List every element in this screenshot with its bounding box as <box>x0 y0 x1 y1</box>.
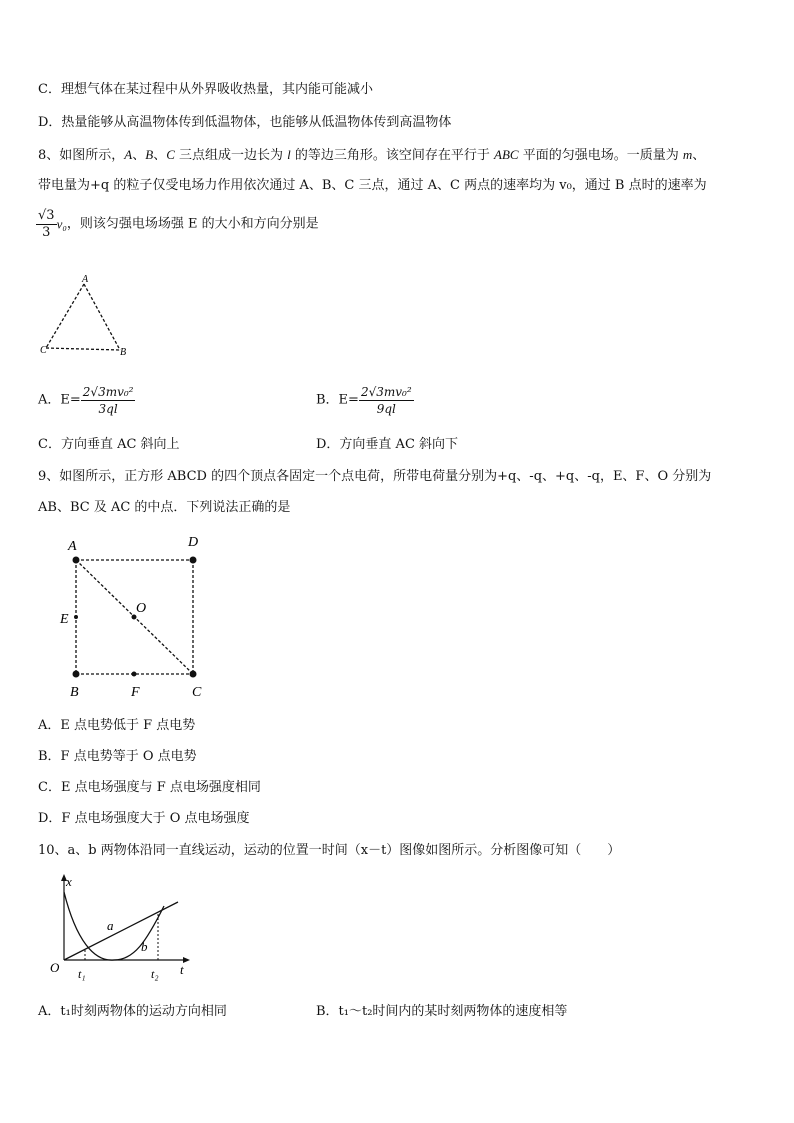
q7-option-d: D．热量能够从高温物体传到低温物体，也能够从低温物体传到高温物体 <box>38 115 452 130</box>
label-c: C <box>40 345 47 356</box>
label-d: D <box>188 535 199 550</box>
q9-option-d: D．F 点电场强度大于 O 点电场强度 <box>38 811 250 826</box>
q8-option-b: B．E= $\frac{\text{2√3mv₀²}}{9ql}$ <box>316 385 412 416</box>
label-a: a <box>107 918 114 933</box>
label-f: F <box>131 685 140 700</box>
label-a: A <box>68 539 77 554</box>
q10-stem: 10、a、b 两物体沿同一直线运动，运动的位置一时间（x－t）图像如图所示。分析图像可知（ ） <box>38 843 621 858</box>
label-e: E <box>60 612 69 627</box>
label-b: b <box>141 939 148 954</box>
q9-stem-line2: AB、BC 及 AC 的中点．下列说法正确的是 <box>38 500 291 515</box>
q7-option-c: C．理想气体在某过程中从外界吸收热量，其内能可能减小 <box>38 82 373 97</box>
q8-stem-line1: 8、如图所示，A、B、C 三点组成一边长为 l 的等边三角形。该空间存在平行于 ABC 平面的匀强电场。一质量为 m、 <box>38 147 706 163</box>
label-b: B <box>120 347 127 358</box>
q9-option-a: A．E 点电势低于 F 点电势 <box>38 718 196 733</box>
label-t1: t₁ <box>78 967 86 981</box>
q8-triangle-figure <box>36 270 146 360</box>
q8-fraction: $\frac{√3}{3}$ <box>38 208 55 240</box>
q10-option-a: A．t₁时刻两物体的运动方向相同 <box>38 1004 227 1019</box>
q9-option-c: C．E 点电场强度与 F 点电场强度相同 <box>38 780 261 795</box>
label-origin: O <box>50 960 60 975</box>
label-x: x <box>66 874 72 889</box>
label-a: A <box>82 274 89 285</box>
q8-option-a: A．E= $\frac{\text{2√3mv₀²}}{3ql}$ <box>38 385 134 416</box>
q9-stem-line1: 9、如图所示，正方形 ABCD 的四个顶点各固定一个点电荷，所带电荷量分别为+q、-q、+q、-q，E、F、O 分别为 <box>38 469 712 484</box>
label-b: B <box>70 685 79 700</box>
label-o: O <box>136 601 147 616</box>
q9-option-b: B．F 点电势等于 O 点电势 <box>38 749 197 764</box>
label-t: t <box>180 962 184 977</box>
q8-option-d: D．方向垂直 AC 斜向下 <box>316 437 459 452</box>
q8-stem-line3: $\frac{√3}{3}$ v₀，则该匀强电场场强 E 的大小和方向分别是 <box>38 208 319 240</box>
q9-square-figure <box>50 528 220 703</box>
q10-xt-graph <box>44 870 204 985</box>
q10-option-b: B．t₁～t₂时间内的某时刻两物体的速度相等 <box>316 1004 568 1019</box>
q8-stem-line2: 带电量为+q 的粒子仅受电场力作用依次通过 A、B、C 三点，通过 A、C 两点的速率均为 v₀，通过 B 点时的速率为 <box>38 178 707 193</box>
label-c: C <box>192 685 202 700</box>
q8-option-c: C．方向垂直 AC 斜向上 <box>38 437 180 452</box>
label-t2: t₂ <box>151 967 159 981</box>
